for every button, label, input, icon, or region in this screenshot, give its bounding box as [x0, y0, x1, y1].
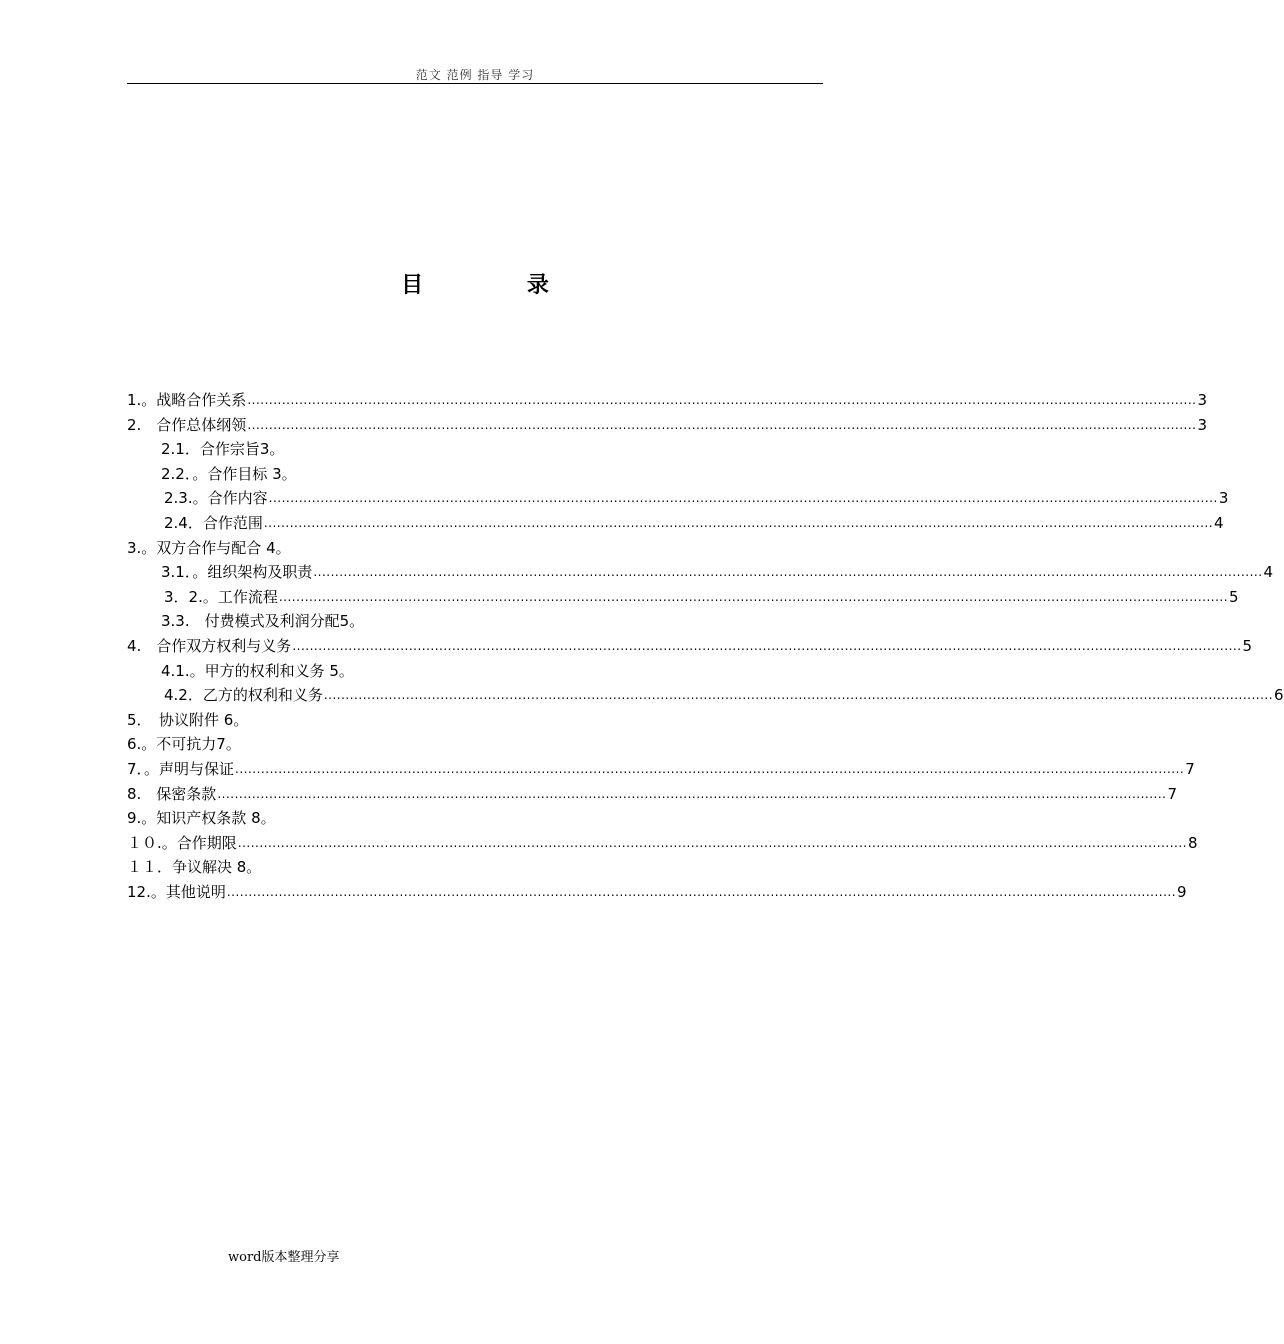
toc-entry[interactable] — [127, 511, 1224, 536]
toc-entry[interactable] — [127, 486, 1229, 511]
toc-entry-label: 9.。知识产权条款 8。 — [127, 809, 276, 828]
header-rule — [127, 83, 823, 84]
toc-dot-leader: ............................................................................................................................................................................................................................ — [268, 491, 1218, 506]
table-of-contents — [127, 388, 1284, 904]
toc-entry-label: 5． 协议附件 6。 — [127, 710, 249, 729]
toc-entry[interactable] — [127, 880, 1187, 905]
toc-entry-label: 3.。双方合作与配合 4。 — [127, 538, 291, 557]
toc-entry[interactable] — [127, 560, 1274, 585]
toc-entry-page-number: 4 — [1263, 563, 1274, 582]
toc-entry-label: 3.1．。组织架构及职责 — [161, 563, 313, 582]
toc-entry-page-number: 6 — [1274, 686, 1284, 705]
toc-entry-page-number: 9 — [1177, 882, 1187, 901]
toc-entry-label: 2.2．。合作目标 3。 — [161, 464, 297, 483]
page-header: 范文 范例 指导 学习 — [415, 68, 535, 82]
toc-entry-label: 2.3.。合作内容 — [164, 489, 268, 508]
toc-entry-label: 7．。声明与保证 — [127, 759, 235, 778]
toc-dot-leader: ............................................................................................................................................................................................................................ — [247, 417, 1197, 432]
toc-entry[interactable] — [127, 855, 823, 880]
toc-entry-page-number: 7 — [1167, 784, 1178, 803]
toc-entry-label: １０.。合作期限 — [127, 833, 237, 852]
toc-entry-page-number: 7 — [1185, 759, 1195, 778]
toc-entry[interactable] — [127, 536, 823, 561]
toc-dot-leader: ............................................................................................................................................................................................................................ — [278, 589, 1229, 604]
toc-entry[interactable] — [127, 659, 823, 684]
toc-entry[interactable] — [127, 732, 823, 757]
toc-entry[interactable] — [127, 782, 1178, 807]
toc-dot-leader: ............................................................................................................................................................................................................................ — [237, 835, 1187, 850]
toc-dot-leader: ............................................................................................................................................................................................................................ — [217, 786, 1167, 801]
toc-entry-label: 2.1．合作宗旨3。 — [161, 440, 285, 459]
toc-entry-label: 4.2．乙方的权利和义务 — [164, 686, 323, 705]
toc-entry-page-number: 3 — [1197, 391, 1208, 409]
toc-entry[interactable] — [127, 413, 1208, 438]
toc-entry-label: 2. 合作总体纲领 — [127, 415, 247, 434]
toc-dot-leader: ............................................................................................................................................................................................................................ — [263, 515, 1214, 530]
toc-entry-label: 4.1.。甲方的权利和义务 5。 — [161, 661, 354, 680]
toc-entry[interactable] — [127, 585, 1239, 610]
toc-entry-label: 1.。战略合作关系 — [127, 391, 247, 409]
toc-entry[interactable] — [127, 683, 1284, 708]
toc-dot-leader: ............................................................................................................................................................................................................................ — [323, 688, 1274, 703]
toc-dot-leader: ............................................................................................................................................................................................................................ — [226, 884, 1177, 899]
toc-entry[interactable] — [127, 609, 823, 634]
toc-entry[interactable] — [127, 437, 823, 462]
toc-title: 目 录 — [401, 273, 597, 298]
toc-entry[interactable] — [127, 388, 1208, 413]
toc-dot-leader: ............................................................................................................................................................................................................................ — [235, 761, 1185, 776]
toc-dot-leader: ............................................................................................................................................................................................................................ — [292, 638, 1242, 653]
toc-entry-page-number: 8 — [1187, 833, 1198, 852]
toc-entry[interactable] — [127, 831, 1198, 856]
toc-entry[interactable] — [127, 806, 823, 831]
toc-entry[interactable] — [127, 757, 1195, 782]
toc-entry-label: 2.4．合作范围 — [164, 513, 263, 532]
toc-dot-leader: ............................................................................................................................................................................................................................ — [313, 565, 1263, 580]
toc-entry-label: 4. 合作双方权利与义务 — [127, 636, 292, 655]
toc-entry-label: 3.3. 付费模式及利润分配5。 — [161, 612, 365, 631]
toc-entry-label: 12.。其他说明 — [127, 882, 226, 901]
toc-entry-label: 8. 保密条款 — [127, 784, 217, 803]
toc-entry[interactable] — [127, 708, 823, 733]
toc-dot-leader: ............................................................................................................................................................................................................................ — [247, 393, 1197, 407]
toc-entry[interactable] — [127, 462, 823, 487]
toc-entry-page-number: 3 — [1218, 489, 1229, 508]
toc-entry-page-number: 5 — [1229, 587, 1239, 606]
toc-entry[interactable] — [127, 634, 1253, 659]
toc-entry-page-number: 5 — [1242, 636, 1253, 655]
toc-entry-label: 3．2.。工作流程 — [164, 587, 278, 606]
toc-entry-page-number: 4 — [1214, 513, 1224, 532]
toc-entry-label: １１．争议解决 8。 — [127, 858, 262, 877]
page-footer: word版本整理分享 — [228, 1250, 340, 1265]
toc-entry-page-number: 3 — [1197, 415, 1208, 434]
toc-entry-label: 6.。不可抗力7。 — [127, 735, 241, 754]
